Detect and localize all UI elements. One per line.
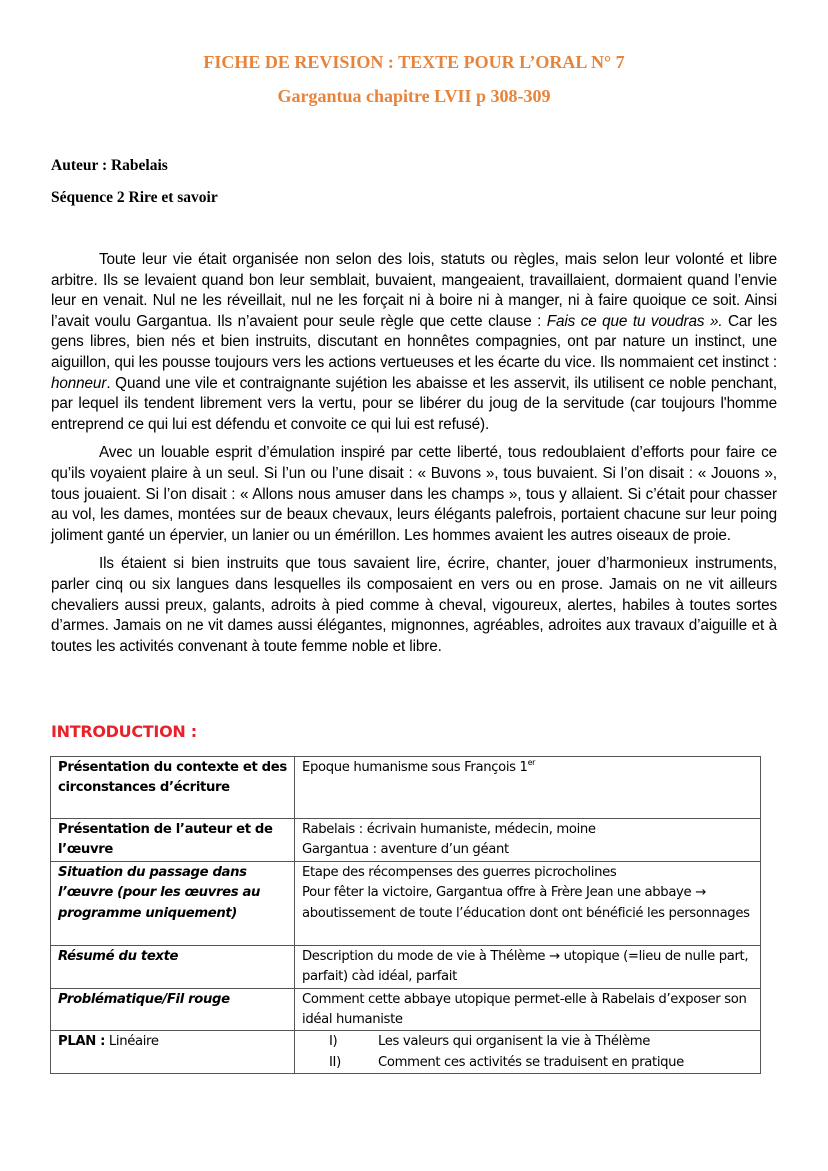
row-label: Situation du passage dans l’œuvre (pour les œuvres au programme uniquement) [51,861,295,945]
document-title: FICHE DE REVISION : TEXTE POUR L’ORAL N° 7 [203,52,625,72]
excerpt-paragraph-1 [51,250,777,435]
excerpt-paragraph-2: Avec un louable esprit d’émulation inspiré par cette liberté, tous redoublaient d’efforts pour faire ce qu’ils voyaient plaire à un seul. Si l’un ou l’une disait : « Buvons », tous buvaient. Si l’on disait : « Jouons », tous jouaient. Si l’on disait : « Allons nous amuser dans les champs », tous y allaient. Si c’était pour chasser au vol, les dames, montées sur de beaux chevaux, leurs élégants palefrois, portaient chacune sur leur poing joliment ganté un épervier, un lanier ou un émérillon. Les hommes avaient les autres oiseaux de proie. [51,444,777,544]
table-row [51,988,761,1031]
excerpt-paragraph-3: Ils étaient si bien instruits que tous savaient lire, écrire, chanter, jouer d’harmonieux instruments, parler cinq ou six langues dans lesquelles ils composaient en vers ou en prose. Jamais on ne vit ailleurs chevaliers aussi preux, galants, adroits à pied comme à cheval, vigoureux, alertes, habiles à toutes sortes d’armes. Jamais on ne vit dames aussi élégantes, mignonnes, agréables, adroites aux travaux d’aiguille et à toutes les activités convenant à toute femme noble et libre. [51,555,777,655]
sequence-line: Séquence 2 Rire et savoir [51,189,218,206]
table-row [51,819,761,862]
row-label: Résumé du texte [51,945,295,988]
introduction-table [50,756,761,1074]
plan-number: I) [329,1034,338,1050]
plan-text: Comment ces activités se traduisent en pratique [378,1054,684,1070]
row-label [51,1031,295,1074]
table-row [51,757,761,819]
row-label: Présentation du contexte et des circonstances d’écriture [51,757,295,819]
row-label: Problématique/Fil rouge [51,988,295,1031]
excerpt-quote: Fais ce que tu voudras ». [546,312,723,330]
table-row [51,861,761,945]
author-line: Auteur : Rabelais [51,157,168,174]
plan-item [302,1053,753,1073]
text-excerpt [51,250,777,665]
plan-text: Les valeurs qui organisent la vie à Thélème [378,1034,651,1050]
excerpt-keyword: honneur [51,374,107,392]
plan-type: Linéaire [105,1034,159,1050]
excerpt-text: Toute leur vie était organisée non selon des lois, statuts ou règles, mais selon leur volonté et libre arbitre. Ils se levaient quand bon leur semblait, buvaient, mangeaient, travaillaient, dormaient quand l’envie leur en venait. Nul ne les réveillait, nul ne les forçait ni à boire ni à manger, ni à faire quoique ce soit. Ainsi l’avait voulu Gargantua. Ils n’avaient pour seule règle que cette clause : [51,251,777,330]
row-value: Comment cette abbaye utopique permet-elle à Rabelais d’exposer son idéal humaniste [295,988,761,1031]
row-value [295,1031,761,1074]
value-line: Etape des récompenses des guerres picrocholines [302,864,617,880]
row-value [295,757,761,819]
document-subtitle: Gargantua chapitre LVII p 308-309 [277,86,551,106]
row-value [295,861,761,945]
value-line: Gargantua : aventure d’un géant [302,842,509,858]
introduction-heading: INTRODUCTION : [51,722,197,741]
table-row [51,945,761,988]
table-row [51,1031,761,1074]
value-line: Pour fêter la victoire, Gargantua offre à Frère Jean une abbaye → aboutissement de toute l’éducation dont ont bénéficié les personnages [302,885,750,921]
excerpt-text: Car les gens libres, bien nés et bien instruits, discutant en honnêtes compagnies, ont par nature un instinct, une aiguillon, qui les pousse toujours vers les actions vertueuses et les écarte du vice. Ils nommaient cet instinct : [51,312,777,371]
plan-number: II) [329,1054,341,1070]
row-value: Description du mode de vie à Thélème → utopique (=lieu de nulle part, parfait) càd idéal, parfait [295,945,761,988]
excerpt-text: . Quand une vile et contraignante sujétion les abaisse et les asservit, ils utilisent ce noble penchant, par lequel ils tendent librement vers la vertu, pour se libérer du joug de la servitude (car toujours l'homme entreprend ce qui lui est défendu et convoite ce qui lui est refusé). [51,374,777,433]
superscript: er [527,758,536,767]
row-label: Présentation de l’auteur et de l’œuvre [51,819,295,862]
context-value: Epoque humanisme sous François 1 [302,760,528,775]
row-value [295,819,761,862]
plan-item [302,1032,753,1052]
value-line: Rabelais : écrivain humaniste, médecin, moine [302,822,596,837]
plan-label: PLAN : [58,1034,106,1050]
